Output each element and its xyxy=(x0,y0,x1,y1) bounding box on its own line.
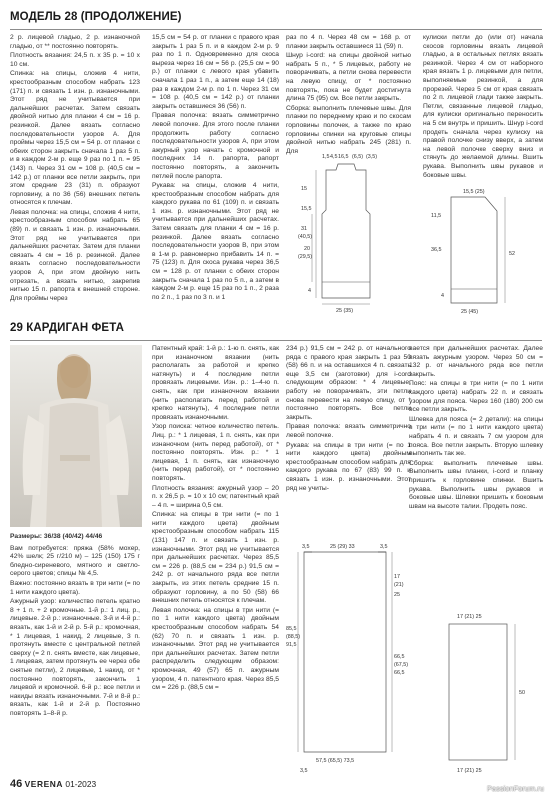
model29-column-1 xyxy=(10,533,140,719)
paragraph: 2 р. лицевой гладью, 2 р. изнаночной гладью, от ** постоянно повторять. xyxy=(10,34,140,50)
model28-column-1 xyxy=(10,34,140,304)
divider xyxy=(10,29,542,30)
magazine-name: VERENA xyxy=(24,779,64,789)
diagram-label: 4,5 xyxy=(330,154,338,160)
paragraph: Рукава: на спицы, сложив 4 нити, крестообразным способом набрать для каждого рукава по 61 (109) п. и связать 1 изн. р. изнаночными. Этот ряд не учитывается при дальнейших расчетах. Затем связать для планки 4 см = 16 р. резинкой. Далее вязать согласно последовательности узоров В, при этом в 1-м р. равномерно прибавить 14 п. = 75 (123) п. Для скоса рукава через 36,5 см = 128 р. от планки с обеих сторон закрыть сначала 1 раз по 5 п., а затем в каждом 2-м р. еще 15 раз по 1 п., 2 раза по 2 п., 1 раз по 3 п. и 1 xyxy=(152,182,279,301)
paragraph: Патентный край: 1-й р.: 1-ю п. снять, как при изнаночном вязании (нить располагать за работой и крепко натянуть) и 4 последние петли провязать лицевыми. Изн. р.: 1–4-ю п. снять, как при изнаночном вязании (нить располагать перед работой и крепко натянуть), 4 последние петли провязать изнаночными. xyxy=(152,345,279,421)
paragraph: Сборка: выполнить плечевые швы. Для планки по переднему краю и по скосам горловины полочек, а также по краю горловины спинки на круговые спицы двойной нитью набрать 245 (281) п. Для xyxy=(286,104,411,155)
model29-column-3 xyxy=(286,345,411,494)
diagram-label: 4 xyxy=(308,288,311,294)
watermark: PassionForum.ru xyxy=(486,784,544,793)
diagram-label: 31 xyxy=(301,226,307,232)
diagram-label: 91,5 xyxy=(286,642,297,648)
diagram-label: 3,5 xyxy=(380,544,388,550)
diagram-label: (6,5) xyxy=(352,154,364,160)
paragraph: Вам потребуется: пряжа (58% мохер, 42% шелк; 25 г/210 м) – 125 (150) 175 г бледно-сиреневого, мятного и светло-серого цветов; спицы № 4,5. xyxy=(10,544,140,578)
page-footer xyxy=(10,778,96,790)
diagram-label: 15,5 xyxy=(301,206,312,212)
diagram-label: 3,5 xyxy=(302,544,310,550)
paragraph: Плотность вязания: 24,5 п. x 35 р. = 10 x 10 см. xyxy=(10,52,140,68)
model28-column-2 xyxy=(152,34,279,303)
diagram-label: 85,5 xyxy=(286,626,297,632)
pattern-diagram-back xyxy=(286,150,416,315)
sizes: Размеры: 36/38 (40/42) 44/46 xyxy=(10,533,103,540)
model-photo xyxy=(10,345,142,527)
paragraph: Шнур i-cord: на спицы двойной нитью набрать 5 п., * 5 лицевых, работу не поворачивать, а петли снова перевести на левую спицу, от * постоянно повторять, пока не будет достигнута длина 75 (95) см. Все петли закрыть. xyxy=(286,52,411,103)
diagram-label: 16,5 xyxy=(338,154,349,160)
diagram-label: 11,5 xyxy=(431,213,442,219)
diagram-label: 66,5 xyxy=(394,654,405,660)
paragraph: 234 р.) 91,5 см = 242 р. от начального ряда с правого края закрыть 1 раз 50 (58) 66 п. и на оставшихся 4 п. связать еще 3,5 см (заготовки) для i-cord следующим образом: * 4 лицевые, работу не поворачивать, эти петли снова перевести на левую спицу, от * постоянно повторять. Все петли закрыть. xyxy=(286,345,411,421)
diagram-label: (21) xyxy=(394,582,404,588)
paragraph: раз по 4 п. Через 48 см = 168 р. от планки закрыть оставшиеся 11 (59) п. xyxy=(286,34,411,50)
diagram-label: 17 xyxy=(394,574,400,580)
diagram-label: (40,5) xyxy=(298,234,313,240)
paragraph: Плотность вязания: ажурный узор – 20 п. x 26,5 р. = 10 x 10 см; патентный край – 4 п. = ширина 0,5 см. xyxy=(152,484,279,509)
model29-column-2 xyxy=(152,345,279,694)
paragraph: Рукава: на спицы в три нити (= по 1 нити каждого цвета) двойным крестообразным способом набрать для каждого рукава по 67 (83) 99 п. и связать 1 изн. р. изнаночными. Этот ряд не учиты- xyxy=(286,441,411,492)
paragraph: Ажурный узор: количество петель кратно 8 + 1 п. + 2 кромочные. 1-й р.: 1 лиц. р., лицевые. 2-й р.: изнаночные. 3-й и 4-й р.: вязать, как 1-й и 2-й р. 5-й р.: кромочная, * 1 лицевая, 1 накид, 2 лицевые, 3 п. протянуть вместе с центральной петлей сверху (= 2 п. снять вместе, как лицевые, 1 лицевая, затем протянуть ее через обе снятые петли), 2 лицевые, 1 накид, от * постоянно повторять, закончить 1 лицевой и кромочной. 6-й р.: все петли и накиды вязать изнаночными. 7-й и 8-й р.: вязать, как 1-й и 2-й р. Постоянно повторять 1–8-й р. xyxy=(10,598,140,717)
paragraph: Сборка: выполнить плечевые швы. Выполнить швы планки, i-cord и планку пришить к горловине спинки. Вшить рукава. Выполнить швы рукавов и боковые швы. Шлевки пришить к боковым швам на высоте талии. Продеть пояс. xyxy=(409,459,543,510)
issue-number: 01-2023 xyxy=(65,779,97,789)
model29-column-4 xyxy=(409,345,543,512)
diagram-label: 17 (21) 25 xyxy=(457,768,482,774)
page-title-model-28: МОДЕЛЬ 28 (ПРОДОЛЖЕНИЕ) xyxy=(10,11,182,23)
diagram-label: 57,5 (65,5) 73,5 xyxy=(316,758,355,764)
diagram-label: 4 xyxy=(441,293,444,299)
diagram-label: 1,5 xyxy=(322,154,330,160)
paragraph: Спинка: на спицы в три нити (= по 1 нити каждого цвета) двойным крестообразным способом набрать 115 (131) 147 п. и связать 1 изн. р. изнаночными. Этот ряд не учитывается при дальнейших расчетах. Через 85,5 см = 226 р. (88,5 см = 234 р.) 91,5 см = 242 р. от начального ряда все петли закрыть, из этих петель средние 15 п. образуют горловину, а по 50 (58) 66 внешних петель относятся к плечам. xyxy=(152,511,279,605)
diagram-label: (88,5) xyxy=(286,634,301,640)
paragraph: Пояс: на спицы в три нити (= по 1 нити каждого цвета) набрать 22 п. и связать узором для пояса. Через 160 (180) 200 см все петли закрыть. xyxy=(409,380,543,414)
divider xyxy=(10,340,542,341)
paragraph: вается при дальнейших расчетах. Далее вязать ажурным узором. Через 50 см = 132 р. от начального ряда все петли закрыть. xyxy=(409,345,543,378)
model28-column-3 xyxy=(286,34,411,157)
diagram-label: 25 xyxy=(394,592,400,598)
paragraph: Важно: постоянно вязать в три нити (= по 1 нити каждого цвета). xyxy=(10,579,140,596)
diagram-label: 20 xyxy=(304,246,310,252)
paragraph: Шлевка для пояса (= 2 детали): на спицы в три нити (= по 1 нити каждого цвета) набрать 4 п. и связать 7 см узором для пояса. Все петли закрыть. Вторую шлевку выполнить так же. xyxy=(409,415,543,458)
page-number: 46 xyxy=(10,778,23,790)
paragraph: Левая полочка: на спицы в три нити (= по 1 нити каждого цвета) двойным крестообразным способом набрать 54 (62) 70 п. и связать 1 изн. р. изнаночными. Этот ряд не учитывается при дальнейших расчетах. Затем петли распределить следующим образом: кромочная, 49 (57) 65 п. ажурным узором, 4 п. патентного края. Через 85,5 см = 226 р. (88,5 см = xyxy=(152,606,279,692)
diagram-label: (29,5) xyxy=(298,254,313,260)
pattern-diagram-cardigan-body xyxy=(286,540,416,780)
pattern-diagram-sleeve xyxy=(423,185,543,320)
diagram-label: 50 xyxy=(519,690,525,696)
paragraph: Правая полочка: вязать симметрично левой полочке. xyxy=(286,423,411,439)
diagram-label: 3,5 xyxy=(300,768,308,774)
page-title-model-29: 29 КАРДИГАН ФЕТА xyxy=(10,322,125,334)
diagram-label: 25 (29) 33 xyxy=(330,544,355,550)
paragraph: Правая полочка: вязать симметрично левой полочке. Для этого после планки продолжить работу согласно последовательности узоров А, при этом ажурный узор начать с кромочной и последних 14 п. рапорта, рапорт постоянно повторять, а закончить петлей после рапорта. xyxy=(152,112,279,180)
paragraph: Спинка: на спицы, сложив 4 нити, крестообразным способом набрать 123 (171) п. и связать 1 изн. р. изнаночными. Этот ряд не учитывается при дальнейших расчетах. Затем связать двойной нитью для планки 4 см = 16 р. резинкой. Далее вязать согласно последовательности узоров А. Для проймы через 15,5 см = 54 р. от планки с обеих сторон закрыть сначала 1 раз 5 п. и в каждом 2-м р. еще 9 раз по 1 п. = 95 (143) п. Через 31 см = 108 р. (40,5 см = 142 р.) от планки все петли закрыть, при этом средние 23 (31) п. образуют горловину, а по 36 (56) внешних петель относятся к плечам. xyxy=(10,70,140,207)
diagram-label: 25 (35) xyxy=(336,308,354,314)
diagram-label: 36,5 xyxy=(431,247,442,253)
paragraph: 15,5 см = 54 р. от планки с правого края закрыть 1 раз 5 п. и в каждом 2-м р. 9 раз по 1 п. Одновременно для скоса выреза через 16 см = 56 р. (25,5 см = 90 р.) от планки с левого края убавить сначала 1 раз 1 п., а затем еще 14 (18) раз в каждом 2-м р. по 1 п. Через 31 см = 108 р. (40,5 см = 142 р.) от планки закрыть оставшиеся 36 (56) п. xyxy=(152,34,279,110)
diagram-label: 15,5 (25) xyxy=(463,189,485,195)
model28-column-4 xyxy=(423,34,543,181)
diagram-label: 17 (21) 25 xyxy=(457,614,482,620)
paragraph: Левая полочка: на спицы, сложив 4 нити, крестообразным способом набрать 65 (89) п. и связать 1 изн. р. изнаночными. Этот ряд не учитывается при дальнейших расчетах. Затем для планки связать 4 см = 16 р. резинкой. Далее вязать согласно последовательности узоров А, при этом двойную нить отрезать, а вязать нитью, закрепив нитью 15 п. рапорта к внешней стороне. Для проймы через xyxy=(10,208,140,302)
diagram-label: (67,5) xyxy=(394,662,409,668)
pattern-diagram-cardigan-sleeve xyxy=(423,608,543,778)
diagram-label: 25 (45) xyxy=(461,309,479,315)
diagram-label: (3,5) xyxy=(366,154,378,160)
diagram-label: 52 xyxy=(509,251,515,257)
paragraph: Узор поиска: четное количество петель. Лиц. р.: * 1 лицевая, 1 п. снять, как при изнаночном (нить перед работой), от * постоянно повторять. Изн. р.: * 1 лицевая, 1 п. снять, как изнаночную (нить перед работой), от * постоянно повторять. xyxy=(152,423,279,482)
paragraph: кулиски петли до (или от) начала скосов горловины вязать лицевой гладью, а в остальных петлях вязать резинкой. Через 4 см от наборного края вязать 1 р. лицевыми для петли, выполняемые резинкой, а для прорезей. Через 5 см от края связать по 2 п. лицевой глади также закрыть. Петли, связанные лицевой гладью, для кулиски оригинально переносить на 5 см внутрь и пришить. Шнур i-cord продеть сначала через кулиску на правой полочке снизу вверх, а затем на левой полочке сверху вниз и стянуть до желаемой длины. Вшить рукава. Выполнить швы рукавов и боковые швы. xyxy=(423,34,543,179)
diagram-label: 66,5 xyxy=(394,670,405,676)
diagram-label: 15 xyxy=(301,186,307,192)
